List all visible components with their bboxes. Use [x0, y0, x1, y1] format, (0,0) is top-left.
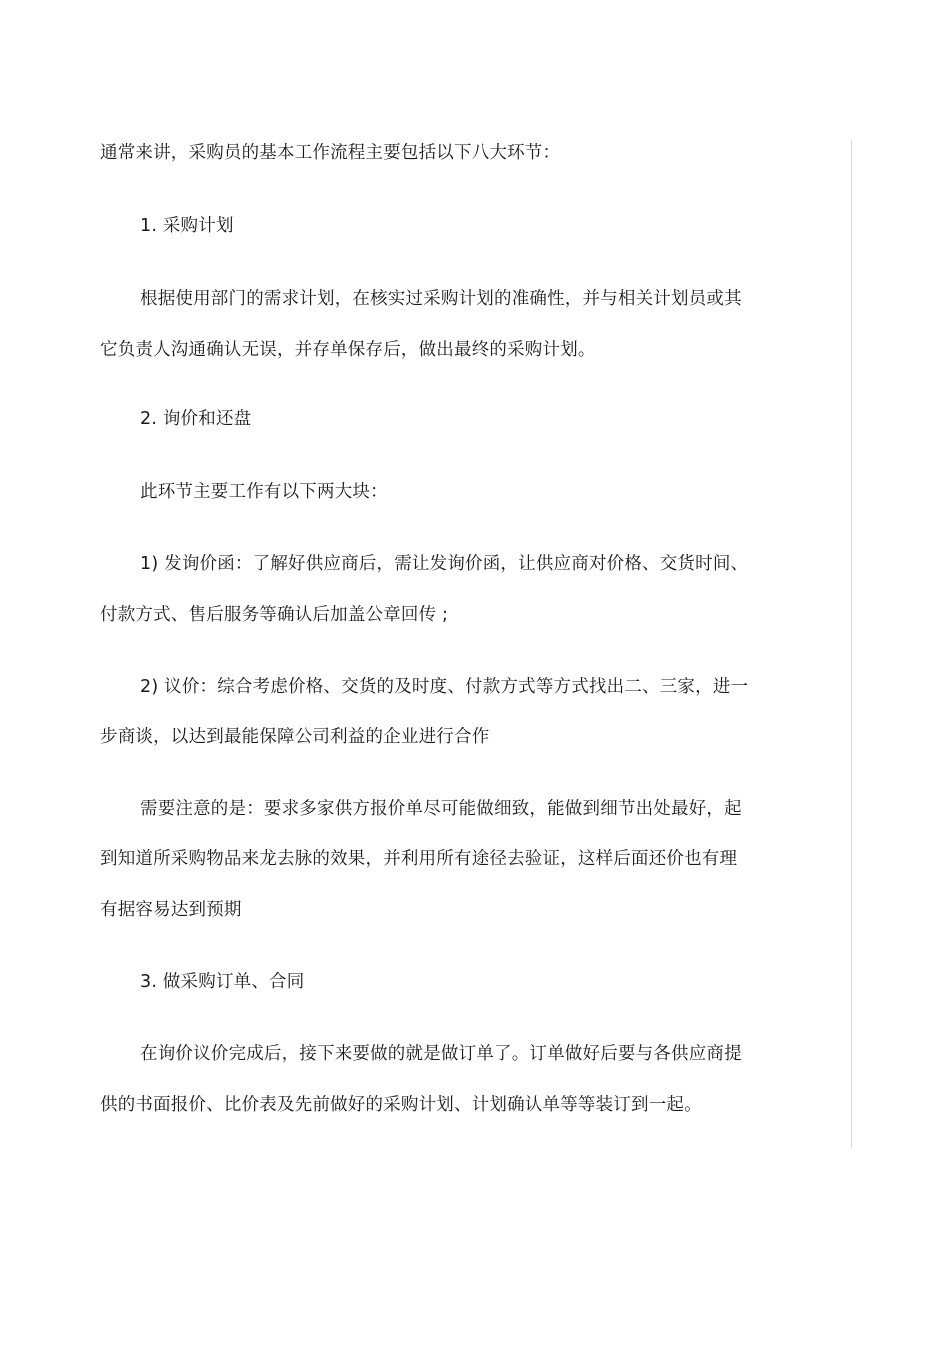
inquiry-intro-paragraph: 此环节主要工作有以下两大块： — [140, 482, 388, 502]
note-paragraph-line-3: 有据容易达到预期 — [100, 900, 242, 920]
purchase-plan-paragraph-line-2: 它负责人沟通确认无误，并存单保存后，做出最终的采购计划。 — [100, 340, 596, 360]
section-heading-inquiry: 2. 询价和还盘 — [140, 409, 252, 429]
note-paragraph-line-1: 需要注意的是：要求多家供方报价单尽可能做细致，能做到细节出处最好，起 — [140, 799, 742, 819]
inquiry-item-2-line-2: 步商谈，以达到最能保障公司利益的企业进行合作 — [100, 727, 490, 747]
section-heading-order-contract: 3. 做采购订单、合同 — [140, 972, 305, 992]
page-margin-rule — [851, 140, 852, 1148]
section-heading-purchase-plan: 1. 采购计划 — [140, 216, 234, 236]
note-paragraph-line-2: 到知道所采购物品来龙去脉的效果，并利用所有途径去验证，这样后面还价也有理 — [100, 849, 738, 869]
order-paragraph-line-2: 供的书面报价、比价表及先前做好的采购计划、计划确认单等等装订到一起。 — [100, 1095, 702, 1115]
intro-paragraph: 通常来讲，采购员的基本工作流程主要包括以下八大环节： — [100, 143, 561, 163]
inquiry-item-1-line-1: 1) 发询价函：了解好供应商后，需让发询价函，让供应商对价格、交货时间、 — [140, 554, 749, 574]
purchase-plan-paragraph-line-1: 根据使用部门的需求计划，在核实过采购计划的准确性，并与相关计划员或其 — [140, 289, 742, 309]
order-paragraph-line-1: 在询价议价完成后，接下来要做的就是做订单了。订单做好后要与各供应商提 — [140, 1044, 742, 1064]
inquiry-item-2-line-1: 2) 议价：综合考虑价格、交货的及时度、付款方式等方式找出二、三家，进一 — [140, 677, 749, 697]
inquiry-item-1-line-2: 付款方式、售后服务等确认后加盖公章回传 ; — [100, 605, 449, 625]
